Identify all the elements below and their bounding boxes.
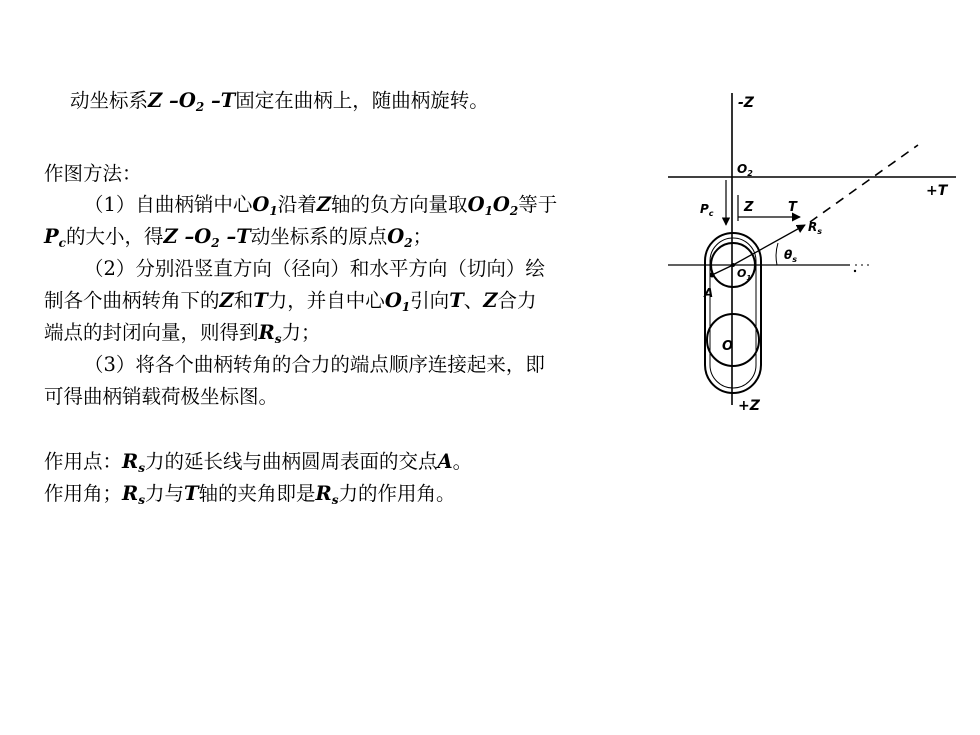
intro-line (70, 85, 489, 117)
label-theta: $\theta_s$ (784, 248, 798, 264)
label-z: Z (744, 200, 754, 215)
label-rs: $R_s$ (808, 220, 823, 236)
label-plus-z: +Z (738, 398, 760, 414)
label-o2: $O_2$ (737, 162, 753, 178)
subscript: 2 (195, 100, 205, 114)
step2-line2: 制各个曲柄转角下的Z和T力，并自中心$O_1$引向T、Z合力 (44, 289, 537, 314)
step3-line2: 可得曲柄销载荷极坐标图。 (44, 385, 279, 408)
theta-arc (776, 243, 778, 265)
method-heading: 作图方法： (44, 162, 142, 185)
crank-force-diagram (660, 85, 960, 420)
dash: – (204, 89, 221, 112)
step2-line1: （2）分别沿竖直方向（径向）和水平方向（切向）绘 (84, 257, 545, 280)
label-o: O (722, 339, 734, 354)
label-plus-t: +T (926, 183, 948, 199)
stray-dot (854, 270, 856, 272)
step3-line1: （3）将各个曲柄转角的合力的端点顺序连接起来，即 (84, 353, 545, 376)
rs-to-a-line (712, 265, 733, 275)
center-o1-dot (731, 263, 735, 267)
action-point-line: 作用点：$R_s$力的延长线与曲柄圆周表面的交点A。 (44, 450, 473, 475)
label-minus-z: -Z (738, 95, 754, 111)
axis-t: T (220, 89, 236, 112)
label-pc: $P_c$ (700, 202, 714, 218)
intro-text-post: 固定在曲柄上，随曲柄旋转。 (235, 89, 489, 112)
intro-text: 动坐标系 (70, 89, 149, 112)
step2-line3: 端点的封闭向量，则得到$R_s$力； (44, 321, 321, 346)
step1-line2: $P_c$的大小，得Z $-O_2$ –T动坐标系的原点$O_2$； (44, 225, 433, 250)
label-t: T (788, 200, 797, 215)
point-a-dot (710, 273, 715, 278)
dash: – (162, 89, 179, 112)
label-a: A (704, 286, 714, 300)
label-o1: $O_1$ (737, 267, 752, 282)
axis-o: O (178, 89, 196, 112)
axis-z: Z (148, 89, 163, 112)
rs-extension-line (810, 145, 918, 222)
action-angle-line: 作用角；$R_s$力与T轴的夹角即是$R_s$力的作用角。 (44, 482, 456, 507)
step1-line1: （1）自曲柄销中心$O_1$沿着Z轴的负方向量取$O_1O_2$等于 (84, 193, 558, 218)
